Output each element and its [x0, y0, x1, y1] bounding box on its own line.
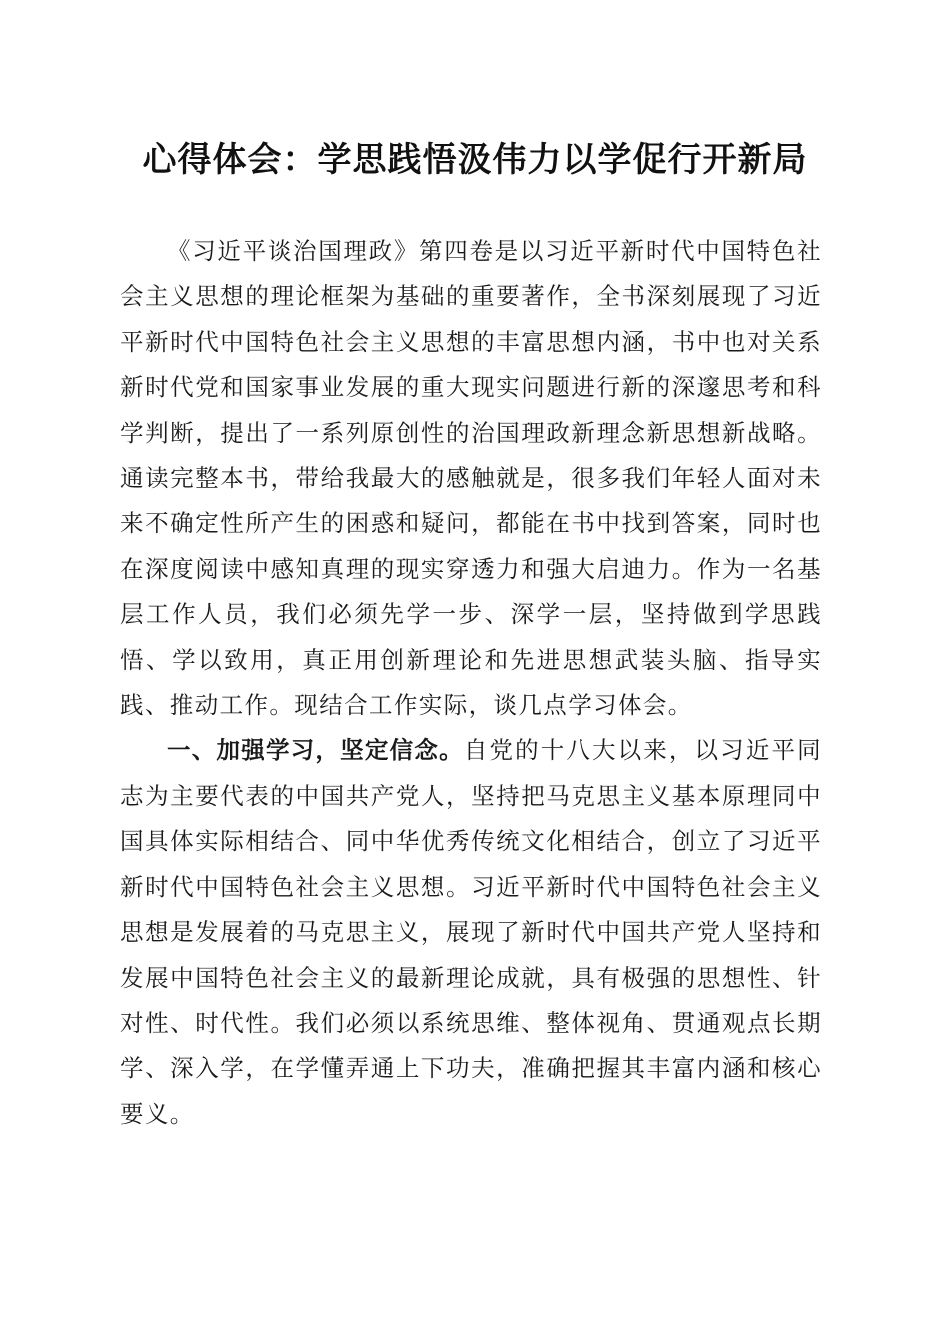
- document-body: [120, 229, 822, 1137]
- document-title: 心得体会：学思践悟汲伟力以学促行开新局: [142, 140, 808, 180]
- intro-paragraph-text: 《习近平谈治国理政》第四卷是以习近平新时代中国特色社会主义思想的理论框架为基础的重要著作，全书深刻展现了习近平新时代中国特色社会主义思想的丰富思想内涵，书中也对关系新时代党和国家事业发展的重大现实问题进行新的深邃思考和科学判断，提出了一系列原创性的治国理政新理念新思想新战略。通读完整本书，带给我最大的感触就是，很多我们年轻人面对未来不确定性所产生的困惑和疑问，都能在书中找到答案，同时也在深度阅读中感知真理的现实穿透力和强大启迪力。作为一名基层工作人员，我们必须先学一步、深学一层，坚持做到学思践悟、学以致用，真正用创新理论和先进思想武装头脑、指导实践、推动工作。现结合工作实际，谈几点学习体会。: [120, 237, 822, 720]
- section-one-paragraph: [120, 728, 822, 1137]
- section-one-text: 自党的十八大以来，以习近平同志为主要代表的中国共产党人，坚持把马克思主义基本原理同中国具体实际相结合、同中华优秀传统文化相结合，创立了习近平新时代中国特色社会主义思想。习近平新时代中国特色社会主义思想是发展着的马克思主义，展现了新时代中国共产党人坚持和发展中国特色社会主义的最新理论成就，具有极强的思想性、针对性、时代性。我们必须以系统思维、整体视角、贯通观点长期学、深入学，在学懂弄通上下功夫，准确把握其丰富内涵和核心要义。: [120, 736, 822, 1128]
- section-one-heading: 一、加强学习，坚定信念。: [167, 736, 464, 765]
- intro-paragraph: [120, 229, 822, 728]
